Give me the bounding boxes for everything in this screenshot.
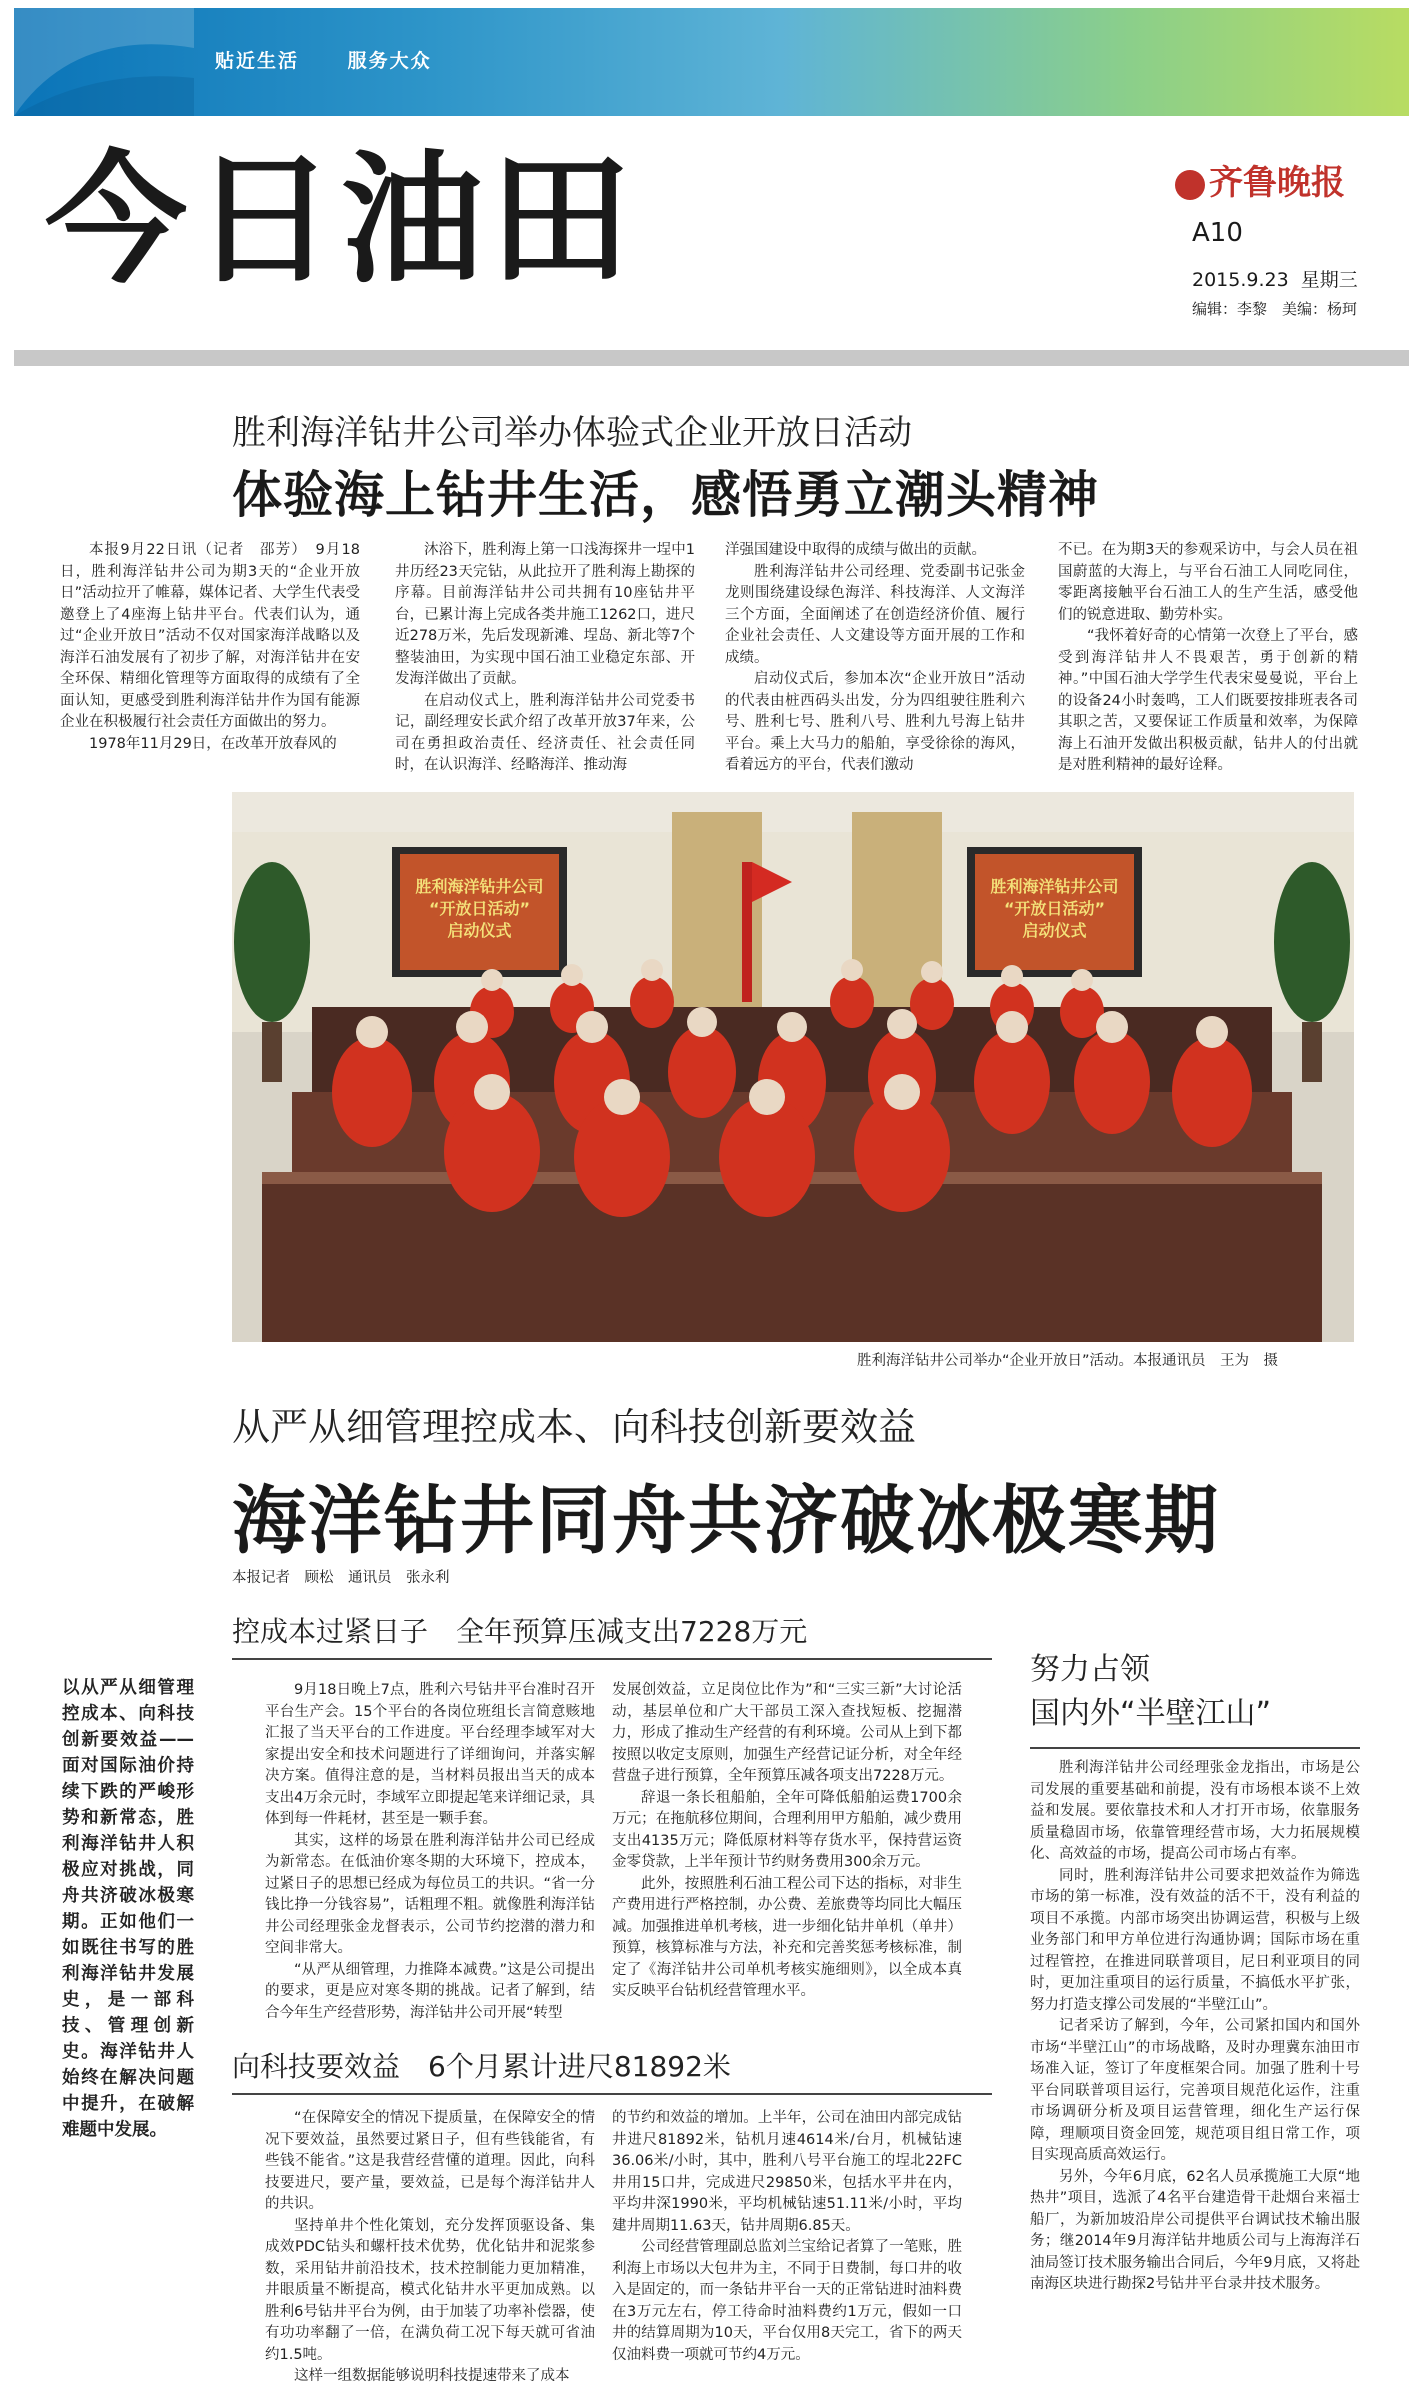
paragraph: 发展创效益，立足岗位比作为”和“三实三新”大讨论活动，基层单位和广大干部员工深入查找短板、挖掘潜力，形成了推动生产经营的有利环境。公司从上到下都按照以收定支原则，加强生产经营记证分析，对全年经营盘子进行预算，全年预算压减各项支出7228万元。 [612,1682,962,1784]
paragraph: 此外，按照胜利石油工程公司下达的指标，对非生产费用进行严格控制，办公费、差旅费等均同比大幅压减。加强推进单机考核，进一步细化钻井单机（单井）预算，核算标准与方法，补充和完善奖惩考核标准，制定了《海洋钻井公司单机考核实施细则》，以全成本真实反映平台钻机经营管理水平。 [612,1875,962,1999]
section3-column [1030,1758,1360,2296]
paragraph: 1978年11月29日，在改革开放春风的 [89,735,337,752]
banner-line: 胜利海洋钻井公司 [415,877,544,896]
article1-headline: 体验海上钻井生活，感悟勇立潮头精神 [232,466,1099,524]
photo-banner-right [975,854,1134,970]
newspaper-logo [1175,155,1345,204]
article2-kicker: 从严从细管理控成本、向科技创新要效益 [232,1405,917,1449]
section2-column-1 [265,2108,595,2388]
article2-byline: 本报记者 顾松 通讯员 张永利 [232,1570,450,1586]
paragraph: “在保障安全的情况下提质量，在保障安全的情况下要效益，虽然要过紧日子，但有些钱能省，有些钱不能省。”这是我营经营懂的道理。因此，向科技要进尺，要产量，要效益，已是每个海洋钻井人的共识。 [265,2110,595,2212]
banner-line: “开放日活动” [428,899,531,918]
section2-rule [232,2093,992,2095]
article2-headline: 海洋钻井同舟共济破冰极寒期 [232,1478,1220,1564]
section2-title: 向科技要效益 6个月累计进尺81892米 [232,2050,731,2083]
article2-summary: 以从严从细管理控成本、向科技创新要效益——面对国际油价持续下跌的严峻形势和新常态，胜利海洋钻井人积极应对挑战，同舟共济破冰极寒期。正如他们一如既往书写的胜利海洋钻井发展史，是一部科技、管理创新史。海洋钻井人始终在解决问题中提升，在破解难题中发展。 [62,1678,194,2140]
article1-column-3 [725,540,1025,777]
editors: 编辑：李黎 美编：杨珂 [1192,300,1358,318]
paragraph: 胜利海洋钻井公司经理张金龙指出，市场是公司发展的重要基础和前提，没有市场根本谈不上效益和发展。要依靠技术和人才打开市场，依靠服务质量稳固市场，依靠管理经营市场，大力拓展规模化、高效益的市场，提高公司市场占有率。 [1030,1760,1360,1862]
page-number: A10 [1192,218,1243,248]
photo-banner-left [400,854,559,970]
section3-rule [1030,1747,1360,1749]
slogan-1: 贴近生活 [215,50,300,72]
section3-title-line-2: 国内外“半壁江山” [1030,1696,1272,1731]
paragraph: 坚持单井个性化策划，充分发挥顶驱设备、集成效PDC钻头和螺杆技术优势，优化钻井和泥浆参数，采用钻井前沿技术，技术控制能力更加精准，井眼质量不断提高，模式化钻井水平更加成熟。以胜利6号钻井平台为例，由于加装了功率补偿器，使有功功率翻了一倍，在满负荷工况下每天就可省油约1.5吨。 [265,2217,595,2363]
paragraph: 的节约和效益的增加。上半年，公司在油田内部完成钻井进尺81892米，钻机月速4614米/台月，机械钻速36.06米/小时，其中，胜利八号平台施工的埕北22FC井用15口井，完成进尺29850米，包括水平井在内，平均井深1990米，平均机械钻速51.11米/小时，平均建井周期11.63天，钻井周期6.85天。 [612,2110,962,2234]
article1-column-4 [1058,540,1358,777]
slogan-2: 服务大众 [347,50,432,72]
photo-banners [232,792,1354,1342]
paragraph: 另外，今年6月底，62名人员承揽施工大原“地热井”项目，选派了4名平台建造骨干赴烟台来福士船厂，为新加坡沿岸公司提供平台调试技术输出服务；继2014年9月海洋钻井地质公司与上海海洋石油局签订技术服务输出合同后，今年9月底，又将赴南海区块进行勘探2号钻井平台录井技术服务。 [1030,2168,1360,2292]
banner-line: “开放日活动” [1003,899,1106,918]
paragraph: “我怀着好奇的心情第一次登上了平台，感受到海洋钻井人不畏艰苦，勇于创新的精神。”中国石油大学学生代表宋曼曼说，平台上的设备24小时轰鸣，工人们既要按排班表各司其职之苦，又要保证工作质量和效率，为保障海上石油开发做出积极贡献，钻井人的付出就是对胜利精神的最好诠释。 [1058,628,1358,773]
section3-header [1030,1648,1271,1736]
paragraph: “从严从细管理，力推降本减费。”这是公司提出的要求，更是应对寒冬期的挑战。记者了解到，结合今年生产经营形势，海洋钻井公司开展“转型 [265,1961,595,2021]
photo-caption: 胜利海洋钻井公司举办“企业开放日”活动。本报通讯员 王为 摄 [857,1353,1279,1369]
paragraph: 同时，胜利海洋钻井公司要求把效益作为筛选市场的第一标准，没有效益的活不干，没有利益的项目不承揽。内部市场突出协调运营，积极与上级业务部门和甲方单位进行沟通协调；国际市场在重过程管控，在推进同联普项目，尼日利亚项目的同时，更加注重项目的运行质量，不搞低水平扩张，努力打造支撑公司发展的“半壁江山”。 [1030,1867,1360,2013]
banner-line: 胜利海洋钻井公司 [990,877,1119,896]
slogan [215,46,472,73]
newspaper-emblem-icon [1175,170,1205,200]
section1-column-2 [612,1680,962,2003]
issue-date: 2015.9.23 [1192,269,1289,291]
paragraph: 本报9月22日讯（记者 邵芳） 9月18日，胜利海洋钻井公司为期3天的“企业开放日”活动拉开了帷幕，媒体记者、大学生代表受邀登上了4座海上钻井平台。代表们认为，通过“企业开放日”活动不仅对国家海洋战略以及海洋石油发展有了初步了解，对海洋钻井在安全环保、精细化管理等方面取得的成绩有了全面认知，更感受到胜利海洋钻井作为国有能源企业在积极履行社会责任方面做出的努力。 [60,542,360,730]
paragraph: 沐浴下，胜利海上第一口浅海探井一埕中1井历经23天完钻，从此拉开了胜利海上勘探的序幕。目前海洋钻井公司共拥有10座钻井平台，已累计海上完成各类井施工1262口，进尺近278万米，先后发现新滩、埕岛、新北等7个整装油田，为实现中国石油工业稳定东部、开发海洋做出了贡献。 [395,542,695,687]
paragraph: 胜利海洋钻井公司经理、党委副书记张金龙则围绕建设绿色海洋、科技海洋、人文海洋三个方面，全面阐述了在创造经济价值、履行企业社会责任、人文建设等方面开展的工作和成绩。 [725,563,1025,666]
issue-weekday: 星期三 [1300,269,1358,291]
paragraph: 其实，这样的场景在胜利海洋钻井公司已经成为新常态。在低油价寒冬期的大环境下，控成本，过紧日子的思想已经成为每位员工的共识。“省一分钱比挣一分钱容易”，话粗理不粗。就像胜利海洋钻井公司经理张金龙督表示，公司节约挖潜的潜力和空间非常大。 [265,1832,595,1956]
dateline [1192,265,1358,292]
section2-header [232,2045,992,2095]
paragraph: 辞退一条长租船舶，全年可降低船舶运费1700余万元；在拖航移位期间，合理利用甲方船舶，减少费用支出4135万元；降低原材料等存货水平，保持营运资金零贷款，上半年预计节约财务费用300余万元。 [612,1789,962,1870]
section-title: 今日油田 [45,138,637,303]
paragraph: 不已。在为期3天的参观采访中，与会人员在祖国蔚蓝的大海上，与平台石油工人同吃同住，零距离接触平台石油工人的生产生活，感受他们的锐意进取、勤劳朴实。 [1058,542,1358,623]
paragraph: 记者采访了解到，今年，公司紧扣国内和国外市场“半壁江山”的市场战略，及时办理冀东油田市场准入证，签订了年度框架合同。加强了胜利十号平台同联普项目运行，完善项目规范化运作，注重市场调研分析及项目运营管理，细化生产运行保障，理顺项目资金回笼，规范项目组日常工作，项目实现高质高效运行。 [1030,2018,1360,2163]
section1-header [232,1610,992,1660]
section1-rule [232,1658,992,1660]
banner-decoration-icon [14,8,194,116]
paragraph: 这样一组数据能够说明科技提速带来了成本 [294,2368,570,2384]
section1-column-1 [265,1680,595,2024]
newspaper-name: 齐鲁晚报 [1209,163,1345,203]
paragraph: 9月18日晚上7点，胜利六号钻井平台准时召开平台生产会。15个平台的各岗位班组长言简意赅地汇报了当天平台的工作进度。平台经理李域军对大家提出安全和技术问题进行了详细询问，并落实解决方案。值得注意的是，当材料员报出当天的成本支出4万余元时，李域军立即提起笔来详细记录，具体到每一件耗材，甚至是一颗手套。 [265,1682,595,1827]
section1-title: 控成本过紧日子 全年预算压减支出7228万元 [232,1615,808,1648]
paragraph: 启动仪式后，参加本次“企业开放日”活动的代表由桩西码头出发，分为四组驶往胜利六号、胜利七号、胜利八号、胜利九号海上钻井平台。乘上大马力的船舶，享受徐徐的海风，看着远方的平台，代表们激动 [725,671,1025,773]
article1-column-2 [395,540,695,777]
article1-column-1 [60,540,360,755]
masthead-rule [14,350,1409,366]
section2-column-2 [612,2108,962,2366]
paragraph: 洋强国建设中取得的成绩与做出的贡献。 [725,542,986,558]
article1-kicker: 胜利海洋钻井公司举办体验式企业开放日活动 [232,413,912,453]
banner-line: 启动仪式 [447,921,512,940]
section3-title-line-1: 努力占领 [1030,1652,1150,1687]
banner-line: 启动仪式 [1022,921,1087,940]
paragraph: 在启动仪式上，胜利海洋钻井公司党委书记，副经理安长武介绍了改革开放37年来，公司在勇担政治责任、经济责任、社会责任同时，在认识海洋、经略海洋、推动海 [395,692,695,773]
paragraph: 公司经营管理副总监刘兰宝给记者算了一笔账，胜利海上市场以大包井为主，不同于日费制，每口井的收入是固定的，而一条钻井平台一天的正常钻进时油料费在3万元左右，停工待命时油料费约1万元，假如一口井的结算周期为10天，平台仅用8天完工，省下的两天仅油料费一项就可节约4万元。 [612,2239,962,2363]
